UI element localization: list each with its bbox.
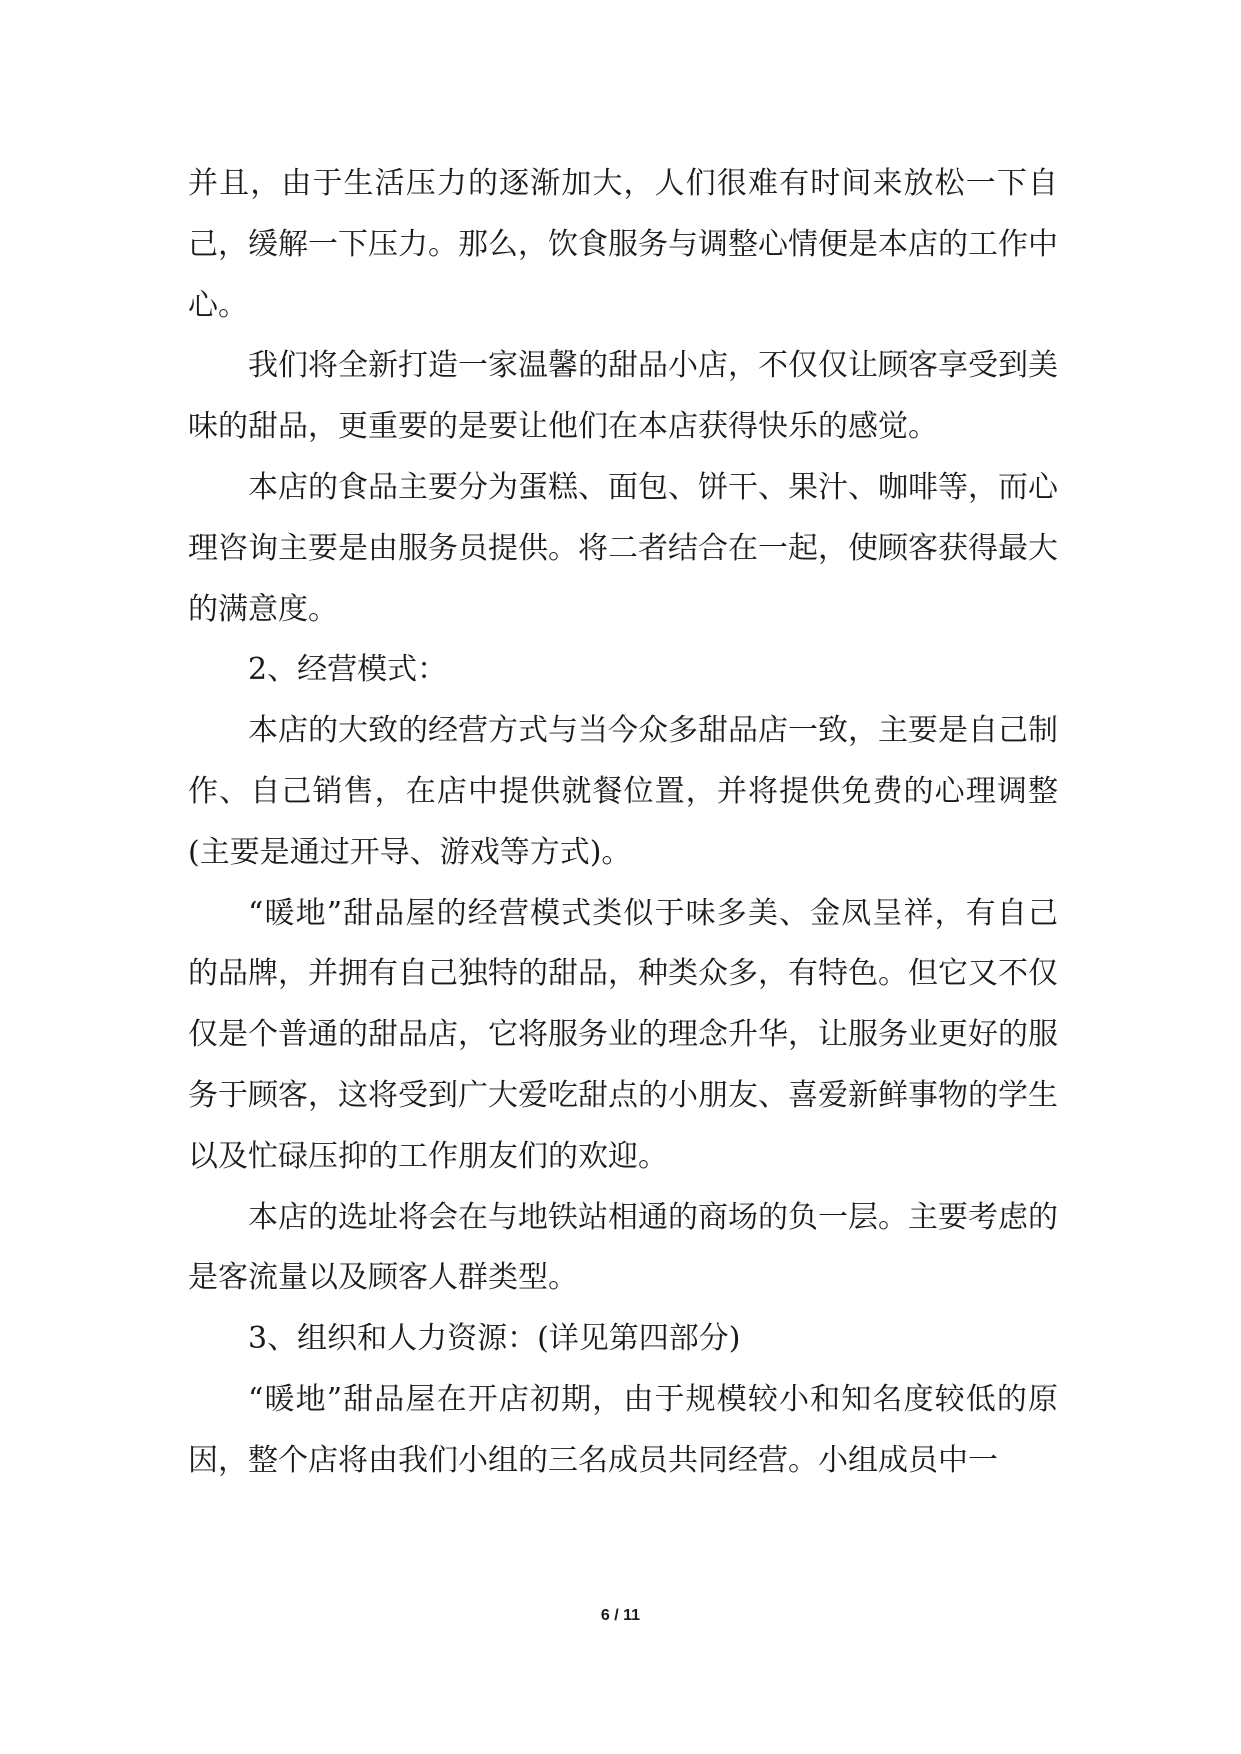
paragraph-1: 并且，由于生活压力的逐渐加大，人们很难有时间来放松一下自己，缓解一下压力。那么，饮食服务与调整心情便是本店的工作中心。 bbox=[188, 166, 1058, 323]
paragraph-9: “暖地”甜品屋在开店初期，由于规模较小和知名度较低的原因，整个店将由我们小组的三名成员共同经营。小组成员中一 bbox=[188, 1381, 1058, 1478]
page-number: 6 / 11 bbox=[600, 1607, 641, 1624]
paragraph-5: 本店的大致的经营方式与当今众多甜品店一致，主要是自己制作、自己销售，在店中提供就餐位置，并将提供免费的心理调整(主要是通过开导、游戏等方式)。 bbox=[188, 713, 1058, 870]
paragraph-3: 本店的食品主要分为蛋糕、面包、饼干、果汁、咖啡等，而心理咨询主要是由服务员提供。将二者结合在一起，使顾客获得最大的满意度。 bbox=[188, 469, 1058, 627]
paragraph-2: 我们将全新打造一家温馨的甜品小店，不仅仅让顾客享受到美味的甜品，更重要的是要让他们在本店获得快乐的感觉。 bbox=[188, 348, 1058, 445]
document-body bbox=[188, 154, 1058, 1492]
paragraph-7: 本店的选址将会在与地铁站相通的商场的负一层。主要考虑的是客流量以及顾客人群类型。 bbox=[188, 1199, 1058, 1296]
paragraph-6: “暖地”甜品屋的经营模式类似于味多美、金凤呈祥，有自己的品牌，并拥有自己独特的甜品，种类众多，有特色。但它又不仅仅是个普通的甜品店，它将服务业的理念升华，让服务业更好的服务于顾客，这将受到广大爱吃甜点的小朋友、喜爱新鲜事物的学生以及忙碌压抑的工作朋友们的欢迎。 bbox=[188, 895, 1058, 1174]
section-heading-organization: 3、组织和人力资源：(详见第四部分) bbox=[248, 1321, 741, 1357]
section-heading-business-model: 2、经营模式： bbox=[248, 652, 448, 688]
